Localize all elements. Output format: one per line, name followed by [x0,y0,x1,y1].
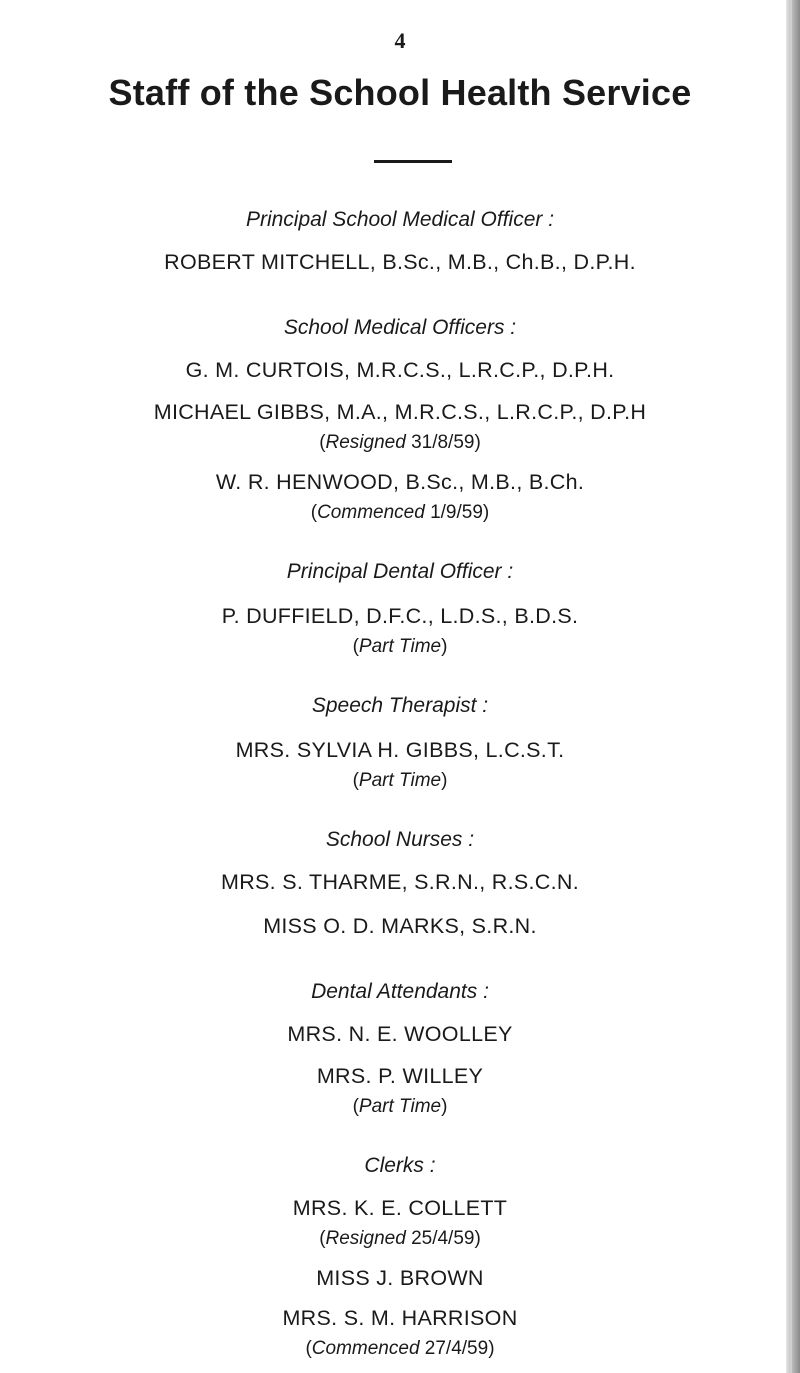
staff-note: (Part Time) [352,1096,448,1117]
staff-name: P. DUFFIELD, D.F.C., L.D.S., B.D.S. [221,604,579,628]
title-divider [374,160,452,163]
staff-note: (Resigned 31/8/59) [319,432,481,453]
staff-note: (Part Time) [352,636,448,657]
heading-school-nurses: School Nurses : [325,828,475,851]
note-date: 27/4/59 [424,1338,489,1359]
heading-speech-therapist: Speech Therapist : [311,694,489,717]
staff-note: (Commenced 1/9/59) [310,502,490,523]
heading-school-medical-officers: School Medical Officers : [283,316,517,339]
note-label: Part Time [358,1096,442,1117]
note-label: Part Time [358,770,442,791]
note-date: 25/4/59 [411,1228,475,1249]
heading-clerks: Clerks : [364,1154,436,1177]
staff-name: W. R. HENWOOD, B.Sc., M.B., B.Ch. [215,470,585,494]
staff-name: G. M. CURTOIS, M.R.C.S., L.R.C.P., D.P.H. [185,358,615,382]
staff-name: MRS. S. M. HARRISON [282,1306,518,1330]
staff-note: (Commenced 27/4/59) [305,1338,495,1359]
note-date: 1/9/59 [430,502,483,523]
staff-name: MRS. N. E. WOOLLEY [287,1022,513,1046]
note-label: Resigned [325,1228,406,1249]
heading-principal-school-medical-officer: Principal School Medical Officer : [245,208,555,231]
page-title: Staff of the School Health Service [108,72,692,113]
staff-name: MISS J. BROWN [316,1266,484,1290]
staff-name: MICHAEL GIBBS, M.A., M.R.C.S., L.R.C.P., D.P.H [153,400,647,424]
note-label: Commenced [311,1338,420,1359]
heading-dental-attendants: Dental Attendants : [311,980,489,1003]
note-label: Resigned [325,432,406,453]
staff-name: MISS O. D. MARKS, S.R.N. [263,914,537,938]
staff-name: MRS. K. E. COLLETT [292,1196,508,1220]
note-date: 31/8/59 [411,432,475,453]
page-number: 4 [394,28,406,53]
staff-name: MRS. S. THARME, S.R.N., R.S.C.N. [220,870,580,894]
staff-name: ROBERT MITCHELL, B.Sc., M.B., Ch.B., D.P.H. [164,250,636,274]
staff-note: (Resigned 25/4/59) [319,1228,481,1249]
staff-name: MRS. SYLVIA H. GIBBS, L.C.S.T. [235,738,565,762]
note-label: Commenced [317,502,425,523]
heading-principal-dental-officer: Principal Dental Officer : [286,560,514,583]
staff-note: (Part Time) [352,770,448,791]
note-label: Part Time [358,636,442,657]
staff-name: MRS. P. WILLEY [316,1064,484,1088]
